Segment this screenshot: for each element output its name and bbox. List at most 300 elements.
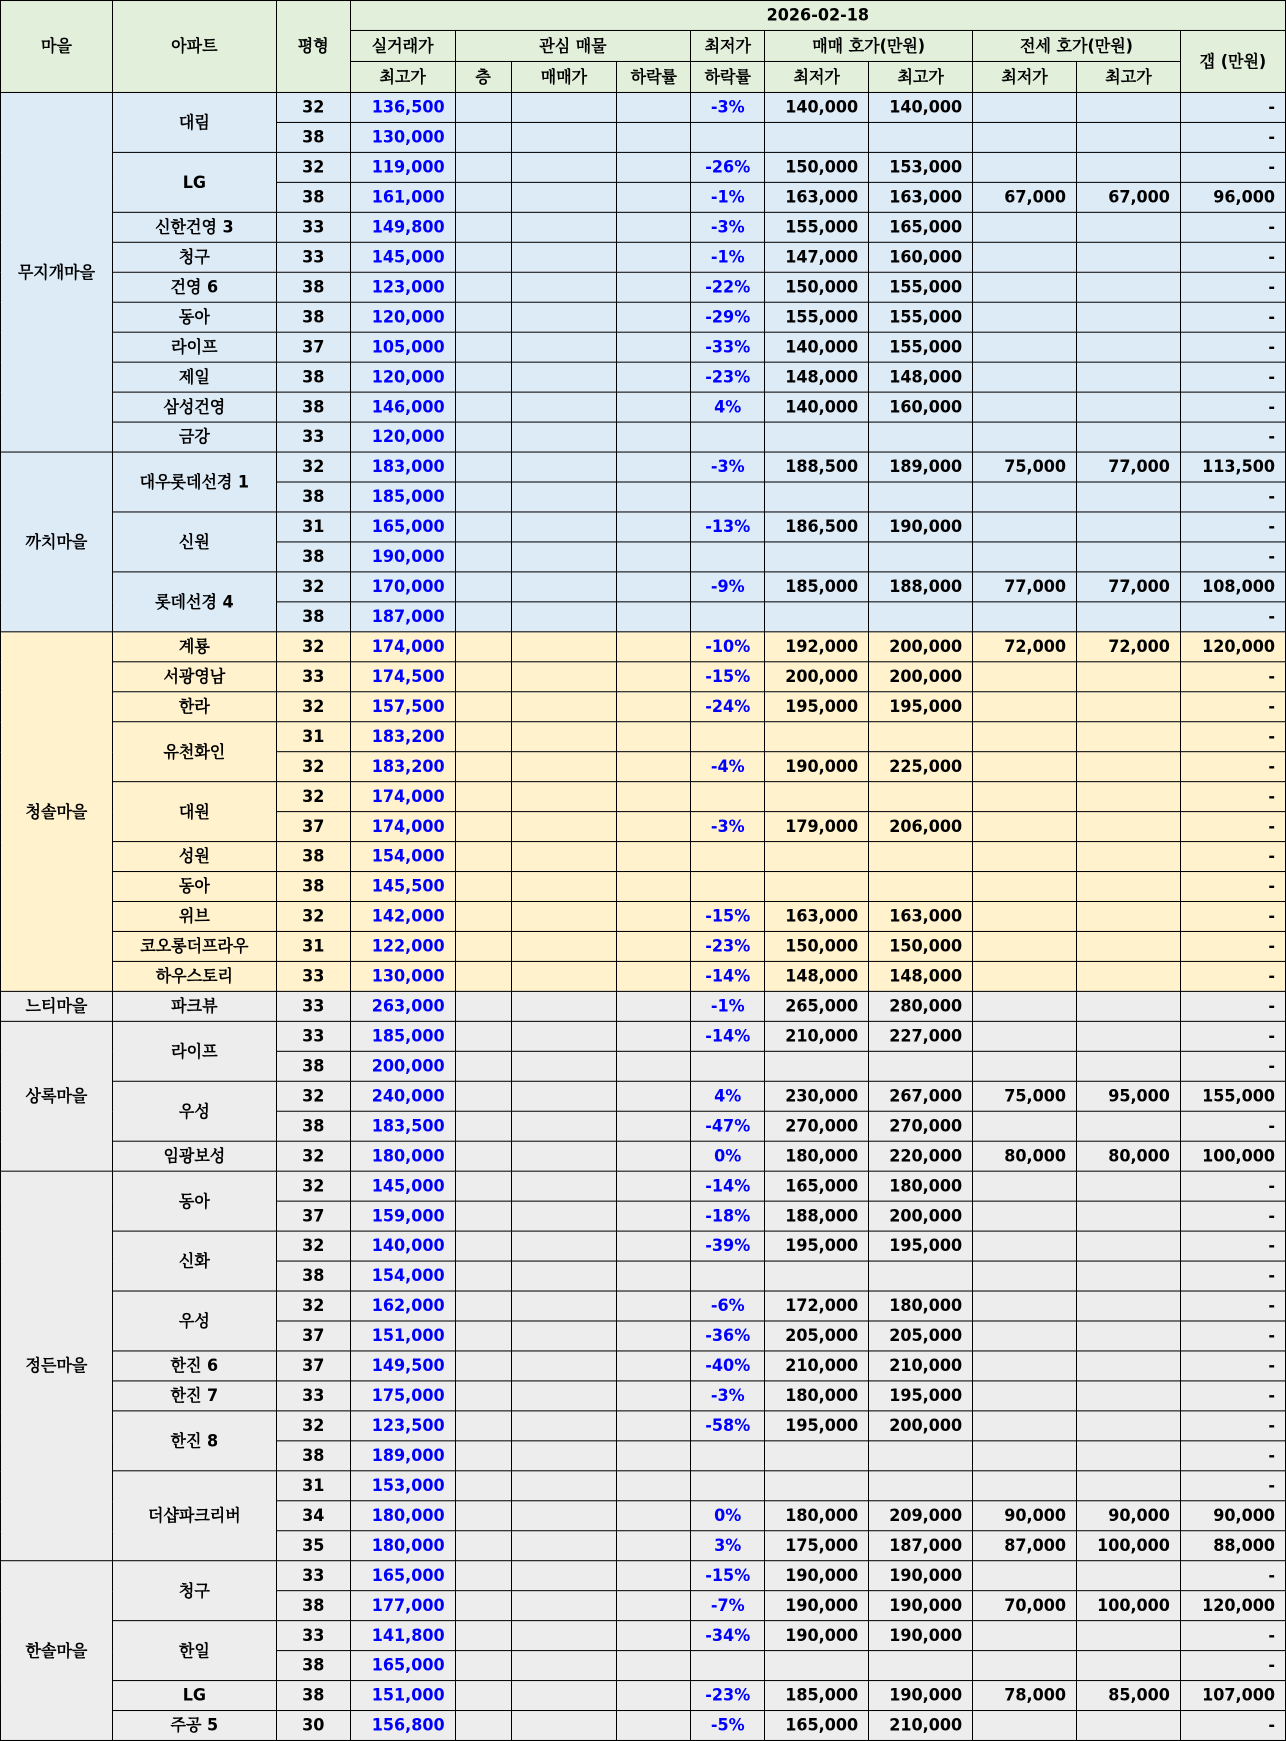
min-drop-rate-cell: -58% [691, 1411, 765, 1441]
jeonse-min-cell [973, 122, 1077, 152]
actual-max-price-cell: 105,000 [350, 332, 455, 362]
gap-cell: - [1180, 1711, 1285, 1741]
interest-price-cell [511, 482, 617, 512]
sale-max-cell: 148,000 [869, 362, 973, 392]
min-drop-rate-cell: 3% [691, 1531, 765, 1561]
interest-floor-cell [455, 1441, 511, 1471]
min-drop-rate-cell [691, 482, 765, 512]
table-row [1, 1141, 1286, 1171]
jeonse-max-cell [1077, 242, 1181, 272]
sale-min-cell: 155,000 [765, 302, 869, 332]
min-drop-rate-cell: -3% [691, 92, 765, 122]
sale-max-cell: 200,000 [869, 1201, 973, 1231]
header-actual-bottom: 최고가 [350, 61, 455, 92]
jeonse-min-cell: 87,000 [973, 1531, 1077, 1561]
min-drop-rate-cell: -6% [691, 1291, 765, 1321]
actual-max-price-cell: 183,200 [350, 722, 455, 752]
interest-drop-cell [617, 1141, 691, 1171]
sale-min-cell: 180,000 [765, 1141, 869, 1171]
header-interest-drop: 하락률 [617, 61, 691, 92]
size-cell: 38 [276, 842, 350, 872]
sale-max-cell: 210,000 [869, 1351, 973, 1381]
table-row [1, 692, 1286, 722]
sale-min-cell: 172,000 [765, 1291, 869, 1321]
min-drop-rate-cell: -33% [691, 332, 765, 362]
jeonse-min-cell [973, 602, 1077, 632]
sale-max-cell [869, 782, 973, 812]
size-cell: 38 [276, 182, 350, 212]
gap-cell: - [1180, 512, 1285, 542]
interest-drop-cell [617, 692, 691, 722]
min-drop-rate-cell [691, 1261, 765, 1291]
gap-cell: - [1180, 812, 1285, 842]
sale-min-cell [765, 122, 869, 152]
apartment-name: 한진 8 [112, 1411, 276, 1471]
min-drop-rate-cell: -3% [691, 212, 765, 242]
interest-drop-cell [617, 1681, 691, 1711]
interest-drop-cell [617, 1711, 691, 1741]
actual-max-price-cell: 120,000 [350, 362, 455, 392]
sale-min-cell: 200,000 [765, 662, 869, 692]
gap-cell: - [1180, 1471, 1285, 1501]
interest-floor-cell [455, 1621, 511, 1651]
sale-min-cell: 265,000 [765, 991, 869, 1021]
sale-max-cell: 206,000 [869, 812, 973, 842]
interest-drop-cell [617, 1291, 691, 1321]
table-row [1, 1471, 1286, 1501]
jeonse-min-cell [973, 931, 1077, 961]
village-name: 느티마을 [1, 991, 113, 1021]
sale-max-cell: 163,000 [869, 182, 973, 212]
interest-floor-cell [455, 1501, 511, 1531]
table-row [1, 1381, 1286, 1411]
actual-max-price-cell: 146,000 [350, 392, 455, 422]
gap-cell: 100,000 [1180, 1141, 1285, 1171]
interest-price-cell [511, 752, 617, 782]
gap-cell: 107,000 [1180, 1681, 1285, 1711]
actual-max-price-cell: 165,000 [350, 1561, 455, 1591]
jeonse-min-cell [973, 692, 1077, 722]
interest-floor-cell [455, 572, 511, 602]
table-row [1, 1561, 1286, 1591]
interest-drop-cell [617, 302, 691, 332]
apartment-name: 신한건영 3 [112, 212, 276, 242]
gap-cell: - [1180, 1261, 1285, 1291]
actual-max-price-cell: 122,000 [350, 931, 455, 961]
jeonse-min-cell [973, 1711, 1077, 1741]
interest-price-cell [511, 632, 617, 662]
size-cell: 37 [276, 1321, 350, 1351]
sale-min-cell: 148,000 [765, 961, 869, 991]
table-row [1, 452, 1286, 482]
sale-min-cell: 140,000 [765, 392, 869, 422]
actual-max-price-cell: 187,000 [350, 602, 455, 632]
jeonse-min-cell [973, 842, 1077, 872]
sale-min-cell: 180,000 [765, 1381, 869, 1411]
apartment-name: 대우롯데선경 1 [112, 452, 276, 512]
apartment-name: 청구 [112, 242, 276, 272]
table-row [1, 1711, 1286, 1741]
min-drop-rate-cell [691, 602, 765, 632]
sale-max-cell [869, 482, 973, 512]
actual-max-price-cell: 180,000 [350, 1141, 455, 1171]
sale-max-cell [869, 872, 973, 902]
interest-price-cell [511, 1051, 617, 1081]
apartment-name: 제일 [112, 362, 276, 392]
interest-drop-cell [617, 1411, 691, 1441]
gap-cell: - [1180, 961, 1285, 991]
sale-min-cell: 163,000 [765, 182, 869, 212]
jeonse-max-cell [1077, 752, 1181, 782]
min-drop-rate-cell: -29% [691, 302, 765, 332]
table-row [1, 272, 1286, 302]
sale-min-cell: 150,000 [765, 272, 869, 302]
min-drop-rate-cell [691, 722, 765, 752]
sale-max-cell: 160,000 [869, 242, 973, 272]
interest-drop-cell [617, 1231, 691, 1261]
jeonse-max-cell: 100,000 [1077, 1591, 1181, 1621]
jeonse-min-cell [973, 1471, 1077, 1501]
table-row [1, 991, 1286, 1021]
interest-floor-cell [455, 1681, 511, 1711]
min-drop-rate-cell [691, 1051, 765, 1081]
min-drop-rate-cell [691, 1471, 765, 1501]
jeonse-max-cell: 77,000 [1077, 452, 1181, 482]
min-drop-rate-cell [691, 782, 765, 812]
actual-max-price-cell: 156,800 [350, 1711, 455, 1741]
sale-max-cell: 153,000 [869, 152, 973, 182]
size-cell: 31 [276, 722, 350, 752]
interest-drop-cell [617, 961, 691, 991]
sale-max-cell [869, 1261, 973, 1291]
gap-cell: 108,000 [1180, 572, 1285, 602]
sale-min-cell: 150,000 [765, 931, 869, 961]
apartment-name: 한라 [112, 692, 276, 722]
actual-max-price-cell: 200,000 [350, 1051, 455, 1081]
actual-max-price-cell: 161,000 [350, 182, 455, 212]
table-row [1, 1351, 1286, 1381]
sale-min-cell [765, 722, 869, 752]
apartment-name: 한진 7 [112, 1381, 276, 1411]
table-row [1, 212, 1286, 242]
actual-max-price-cell: 123,000 [350, 272, 455, 302]
sale-min-cell: 140,000 [765, 92, 869, 122]
gap-cell: 96,000 [1180, 182, 1285, 212]
size-cell: 30 [276, 1711, 350, 1741]
actual-max-price-cell: 165,000 [350, 512, 455, 542]
min-drop-rate-cell: -23% [691, 1681, 765, 1711]
interest-floor-cell [455, 302, 511, 332]
min-drop-rate-cell: -5% [691, 1711, 765, 1741]
interest-floor-cell [455, 632, 511, 662]
interest-price-cell [511, 332, 617, 362]
min-drop-rate-cell: -1% [691, 182, 765, 212]
interest-floor-cell [455, 1381, 511, 1411]
min-drop-rate-cell: -18% [691, 1201, 765, 1231]
jeonse-min-cell [973, 212, 1077, 242]
table-row [1, 332, 1286, 362]
min-drop-rate-cell [691, 422, 765, 452]
sale-max-cell: 190,000 [869, 1561, 973, 1591]
interest-drop-cell [617, 92, 691, 122]
apartment-name: 금강 [112, 422, 276, 452]
sale-min-cell: 195,000 [765, 1411, 869, 1441]
sale-min-cell: 180,000 [765, 1501, 869, 1531]
interest-drop-cell [617, 1171, 691, 1201]
interest-floor-cell [455, 662, 511, 692]
actual-max-price-cell: 153,000 [350, 1471, 455, 1501]
jeonse-max-cell [1077, 961, 1181, 991]
table-row [1, 422, 1286, 452]
actual-max-price-cell: 174,000 [350, 632, 455, 662]
size-cell: 33 [276, 1561, 350, 1591]
min-drop-rate-cell: 4% [691, 1081, 765, 1111]
apartment-name: 동아 [112, 302, 276, 332]
apartment-name: 청구 [112, 1561, 276, 1621]
jeonse-min-cell [973, 1171, 1077, 1201]
apartment-name: 서광영남 [112, 662, 276, 692]
gap-cell: - [1180, 332, 1285, 362]
actual-max-price-cell: 185,000 [350, 1021, 455, 1051]
sale-max-cell: 209,000 [869, 1501, 973, 1531]
interest-floor-cell [455, 272, 511, 302]
jeonse-max-cell [1077, 1321, 1181, 1351]
interest-floor-cell [455, 242, 511, 272]
sale-min-cell [765, 422, 869, 452]
interest-drop-cell [617, 392, 691, 422]
sale-max-cell: 180,000 [869, 1171, 973, 1201]
sale-max-cell [869, 602, 973, 632]
min-drop-rate-cell: -1% [691, 991, 765, 1021]
size-cell: 32 [276, 632, 350, 662]
min-drop-rate-cell: -7% [691, 1591, 765, 1621]
table-row [1, 722, 1286, 752]
gap-cell: - [1180, 302, 1285, 332]
actual-max-price-cell: 174,500 [350, 662, 455, 692]
actual-max-price-cell: 130,000 [350, 961, 455, 991]
apartment-name: 성원 [112, 842, 276, 872]
header-village: 마을 [1, 1, 113, 93]
header-jeonse-max: 최고가 [1077, 61, 1181, 92]
interest-price-cell [511, 572, 617, 602]
gap-cell: 90,000 [1180, 1501, 1285, 1531]
actual-max-price-cell: 175,000 [350, 1381, 455, 1411]
interest-floor-cell [455, 1231, 511, 1261]
size-cell: 38 [276, 362, 350, 392]
apartment-name: 대원 [112, 782, 276, 842]
sale-min-cell: 165,000 [765, 1711, 869, 1741]
table-row [1, 1081, 1286, 1111]
jeonse-max-cell [1077, 782, 1181, 812]
interest-drop-cell [617, 1621, 691, 1651]
apartment-name: 한일 [112, 1621, 276, 1681]
interest-drop-cell [617, 931, 691, 961]
gap-cell: - [1180, 1561, 1285, 1591]
jeonse-min-cell [973, 1381, 1077, 1411]
interest-drop-cell [617, 842, 691, 872]
jeonse-max-cell [1077, 1711, 1181, 1741]
min-drop-rate-cell: -4% [691, 752, 765, 782]
actual-max-price-cell: 177,000 [350, 1591, 455, 1621]
sale-max-cell: 200,000 [869, 662, 973, 692]
interest-price-cell [511, 901, 617, 931]
sale-min-cell: 270,000 [765, 1111, 869, 1141]
interest-price-cell [511, 392, 617, 422]
gap-cell: - [1180, 1411, 1285, 1441]
apartment-name: 삼성건영 [112, 392, 276, 422]
sale-min-cell [765, 542, 869, 572]
actual-max-price-cell: 154,000 [350, 1261, 455, 1291]
interest-price-cell [511, 1111, 617, 1141]
size-cell: 33 [276, 991, 350, 1021]
jeonse-min-cell [973, 1561, 1077, 1591]
gap-cell: - [1180, 212, 1285, 242]
apartment-name: 동아 [112, 1171, 276, 1231]
gap-cell: 155,000 [1180, 1081, 1285, 1111]
apartment-name: 롯데선경 4 [112, 572, 276, 632]
interest-price-cell [511, 722, 617, 752]
interest-price-cell [511, 842, 617, 872]
gap-cell: - [1180, 1021, 1285, 1051]
sale-max-cell: 148,000 [869, 961, 973, 991]
jeonse-min-cell [973, 991, 1077, 1021]
interest-price-cell [511, 1321, 617, 1351]
jeonse-max-cell [1077, 542, 1181, 572]
sale-max-cell: 205,000 [869, 1321, 973, 1351]
interest-floor-cell [455, 1261, 511, 1291]
jeonse-max-cell: 80,000 [1077, 1141, 1181, 1171]
header-min-bottom: 하락률 [691, 61, 765, 92]
table-row [1, 931, 1286, 961]
actual-max-price-cell: 170,000 [350, 572, 455, 602]
jeonse-min-cell [973, 542, 1077, 572]
jeonse-max-cell [1077, 1621, 1181, 1651]
interest-floor-cell [455, 752, 511, 782]
jeonse-max-cell: 85,000 [1077, 1681, 1181, 1711]
actual-max-price-cell: 145,500 [350, 872, 455, 902]
interest-price-cell [511, 1021, 617, 1051]
table-row [1, 1021, 1286, 1051]
interest-drop-cell [617, 332, 691, 362]
interest-floor-cell [455, 1531, 511, 1561]
interest-price-cell [511, 1501, 617, 1531]
size-cell: 38 [276, 1441, 350, 1471]
actual-max-price-cell: 149,500 [350, 1351, 455, 1381]
sale-max-cell: 220,000 [869, 1141, 973, 1171]
header-interest: 관심 매물 [455, 30, 691, 61]
gap-cell: - [1180, 1231, 1285, 1261]
interest-floor-cell [455, 1111, 511, 1141]
min-drop-rate-cell: -3% [691, 452, 765, 482]
jeonse-min-cell [973, 1021, 1077, 1051]
sale-max-cell: 187,000 [869, 1531, 973, 1561]
min-drop-rate-cell [691, 1441, 765, 1471]
jeonse-max-cell [1077, 122, 1181, 152]
header-jeonse-min: 최저가 [973, 61, 1077, 92]
min-drop-rate-cell [691, 122, 765, 152]
gap-cell: 113,500 [1180, 452, 1285, 482]
gap-cell: - [1180, 1321, 1285, 1351]
interest-floor-cell [455, 1141, 511, 1171]
actual-max-price-cell: 136,500 [350, 92, 455, 122]
size-cell: 38 [276, 1591, 350, 1621]
jeonse-min-cell [973, 1051, 1077, 1081]
gap-cell: - [1180, 1621, 1285, 1651]
table-row [1, 512, 1286, 542]
sale-min-cell: 195,000 [765, 1231, 869, 1261]
table-row [1, 92, 1286, 122]
jeonse-max-cell [1077, 1201, 1181, 1231]
sale-min-cell: 150,000 [765, 152, 869, 182]
actual-max-price-cell: 151,000 [350, 1321, 455, 1351]
min-drop-rate-cell: -1% [691, 242, 765, 272]
jeonse-max-cell [1077, 1411, 1181, 1441]
interest-drop-cell [617, 1351, 691, 1381]
min-drop-rate-cell: -10% [691, 632, 765, 662]
sale-max-cell: 195,000 [869, 1231, 973, 1261]
interest-price-cell [511, 1261, 617, 1291]
table-row [1, 152, 1286, 182]
jeonse-min-cell: 80,000 [973, 1141, 1077, 1171]
sale-max-cell: 190,000 [869, 1681, 973, 1711]
table-row [1, 662, 1286, 692]
sale-max-cell [869, 1651, 973, 1681]
jeonse-max-cell [1077, 512, 1181, 542]
min-drop-rate-cell: 4% [691, 392, 765, 422]
interest-price-cell [511, 302, 617, 332]
min-drop-rate-cell: -47% [691, 1111, 765, 1141]
interest-price-cell [511, 1141, 617, 1171]
sale-min-cell: 186,500 [765, 512, 869, 542]
sale-max-cell: 190,000 [869, 1591, 973, 1621]
sale-min-cell [765, 1471, 869, 1501]
interest-drop-cell [617, 242, 691, 272]
interest-floor-cell [455, 961, 511, 991]
interest-drop-cell [617, 572, 691, 602]
table-row [1, 392, 1286, 422]
sale-min-cell: 190,000 [765, 1561, 869, 1591]
actual-max-price-cell: 185,000 [350, 482, 455, 512]
sale-max-cell: 195,000 [869, 1381, 973, 1411]
interest-floor-cell [455, 1201, 511, 1231]
interest-floor-cell [455, 901, 511, 931]
interest-price-cell [511, 362, 617, 392]
sale-max-cell: 140,000 [869, 92, 973, 122]
village-name: 한솔마을 [1, 1561, 113, 1741]
gap-cell: - [1180, 931, 1285, 961]
sale-min-cell: 190,000 [765, 1621, 869, 1651]
sale-min-cell: 185,000 [765, 1681, 869, 1711]
interest-drop-cell [617, 1441, 691, 1471]
apartment-name: 파크뷰 [112, 991, 276, 1021]
interest-floor-cell [455, 1711, 511, 1741]
actual-max-price-cell: 174,000 [350, 812, 455, 842]
min-drop-rate-cell: -15% [691, 1561, 765, 1591]
village-name: 까치마을 [1, 452, 113, 632]
jeonse-min-cell [973, 1231, 1077, 1261]
interest-drop-cell [617, 482, 691, 512]
size-cell: 33 [276, 1021, 350, 1051]
interest-drop-cell [617, 872, 691, 902]
table-row [1, 572, 1286, 602]
gap-cell: - [1180, 872, 1285, 902]
jeonse-max-cell [1077, 662, 1181, 692]
size-cell: 32 [276, 1411, 350, 1441]
interest-drop-cell [617, 662, 691, 692]
sale-max-cell: 280,000 [869, 991, 973, 1021]
jeonse-max-cell: 72,000 [1077, 632, 1181, 662]
size-cell: 33 [276, 242, 350, 272]
